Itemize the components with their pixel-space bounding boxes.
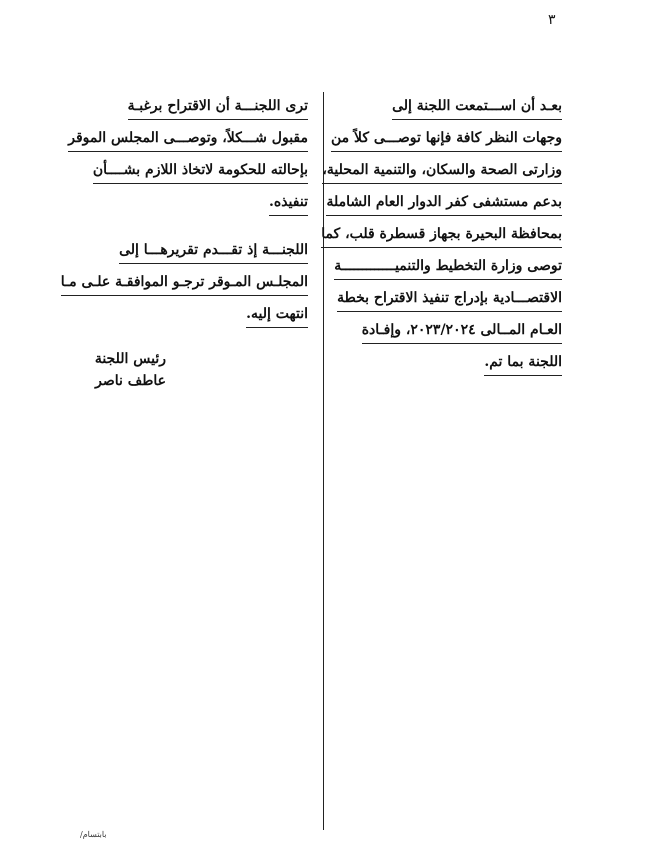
text-line: اللجنـــة إذ تقـــدم تقريرهـــا إلى	[86, 240, 308, 272]
column-divider	[323, 92, 324, 830]
page-number: ٣	[548, 12, 556, 28]
signature-block	[86, 348, 166, 392]
text-line: ترى اللجنـــة أن الاقتراح برغبـة	[86, 96, 308, 128]
text-line: بعـد أن اســـتمعت اللجنة إلى	[340, 96, 562, 128]
text-line: العـام المــالى ٢٠٢٣/٢٠٢٤، وإفـادة	[340, 320, 562, 352]
text-line: توصى وزارة التخطيط والتنميـــــــــــــة	[340, 256, 562, 288]
text-line: انتهت إليه.	[86, 304, 308, 336]
text-line: تنفيذه.	[86, 192, 308, 224]
right-column	[321, 96, 562, 384]
text-line: مقبول شـــكلاً، وتوصـــى المجلس الموقر	[86, 128, 308, 160]
text-line: وجهات النظر كافة فإنها توصـــى كلاً من	[340, 128, 562, 160]
approval-paragraph	[60, 240, 308, 336]
left-column	[60, 96, 308, 336]
text-line: بدعم مستشفى كفر الدوار العام الشاملة	[340, 192, 562, 224]
signature-name: عاطف ناصر	[95, 373, 166, 389]
text-line: اللجنة بما تم.	[340, 352, 562, 384]
footer-note: /بابتسام	[80, 830, 107, 839]
text-line: الاقتصـــادية بإدراج تنفيذ الاقتراح بخطة	[340, 288, 562, 320]
text-line: بمحافظة البحيرة بجهاز قسطرة قلب، كما	[340, 224, 562, 256]
recommendation-paragraph	[68, 96, 308, 224]
text-line: وزارتى الصحة والسكان، والتنمية المحلية،	[340, 160, 562, 192]
text-line: بإحالته للحكومة لاتخاذ اللازم بشــــأن	[86, 160, 308, 192]
signature-title: رئيس اللجنة	[94, 351, 166, 367]
text-line: المجلـس المـوقر ترجـو الموافقـة علـى مـا	[86, 272, 308, 304]
